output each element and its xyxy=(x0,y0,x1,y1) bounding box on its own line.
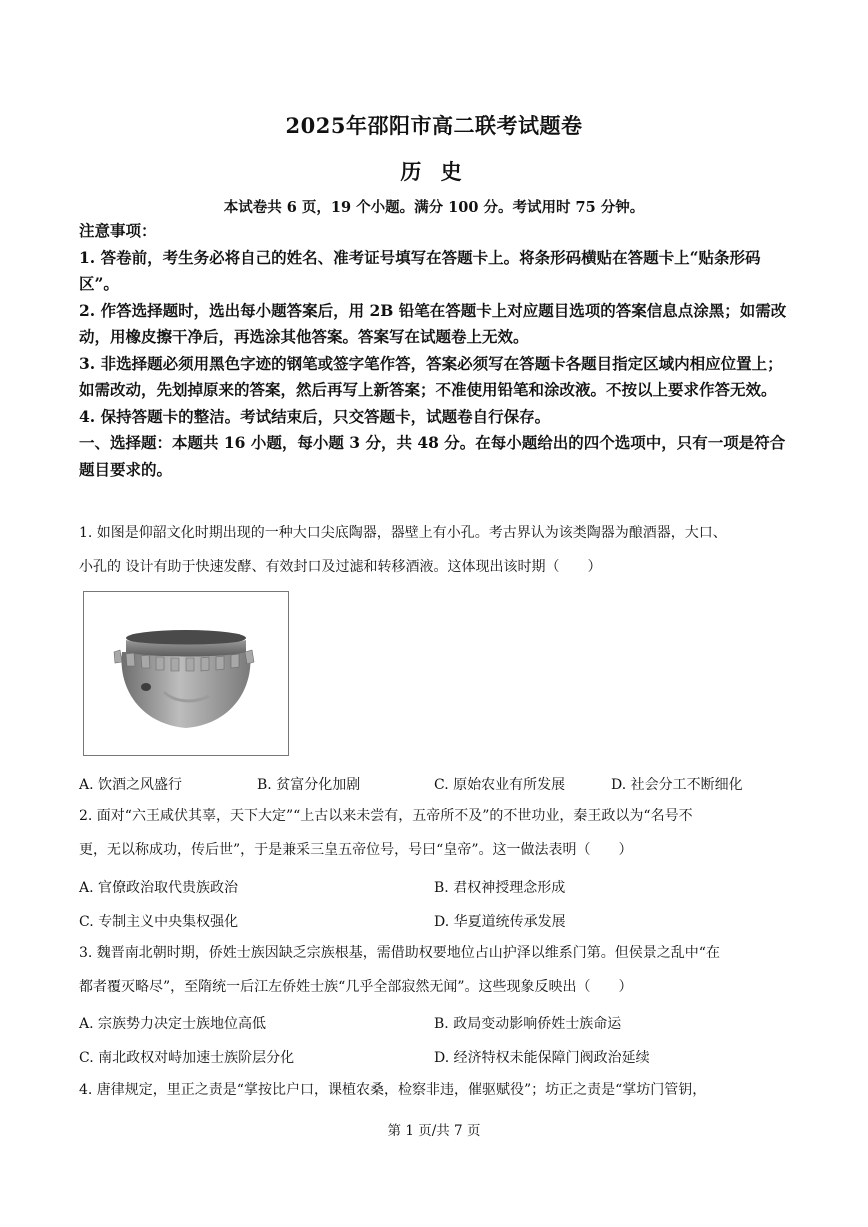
option-b[interactable]: B. 贫富分化加剧 xyxy=(257,777,361,793)
exam-intro: 本试卷共 6 页，19 个小题。满分 100 分。考试用时 75 分钟。 xyxy=(223,199,645,216)
question-4-stem xyxy=(79,1073,791,1107)
stem-line: 3. 魏晋南北朝时期，侨姓士族因缺乏宗族根基，需借助权要地位占山护泽以维系门第。但侯景之乱中“在 xyxy=(79,945,720,961)
stem-line: 都者覆灭略尽”，至隋统一后江左侨姓士族“几乎全部寂然无闻”。这些现象反映出（ ） xyxy=(79,979,633,995)
notice-section xyxy=(79,218,791,483)
subject-title: 历 史 xyxy=(400,159,468,184)
question-1-options xyxy=(79,774,791,794)
stem-line: 2. 面对“六王咸伏其辜，天下大定”“上古以来未尝有，五帝所不及”的不世功业，秦王政以为“名号不 xyxy=(79,808,693,824)
section-heading: 一、选择题：本题共 16 小题，每小题 3 分，共 48 分。在每小题给出的四个选项中，只有一项是符合题目要求的。 xyxy=(79,433,786,479)
option-c[interactable]: C. 南北政权对峙加速士族阶层分化 xyxy=(79,1050,295,1066)
option-b[interactable]: B. 政局变动影响侨姓士族命运 xyxy=(434,1016,622,1032)
pottery-image xyxy=(84,592,288,755)
notice-heading: 注意事项： xyxy=(79,221,157,240)
question-3-stem xyxy=(79,936,791,1004)
option-b[interactable]: B. 君权神授理念形成 xyxy=(434,880,566,896)
stem-line: 小孔的 设计有助于快速发酵、有效封口及过滤和转移酒液。这体现出该时期（ ） xyxy=(79,559,602,575)
option-d[interactable]: D. 社会分工不断细化 xyxy=(611,777,743,793)
notice-item: 4. 保持答题卡的整洁。考试结束后，只交答题卡，试题卷自行保存。 xyxy=(79,406,551,426)
pottery-figure xyxy=(83,591,289,756)
notice-item: 2. 作答选择题时，选出每小题答案后，用 2B 铅笔在答题卡上对应题目选项的答案信息点涂黑；如需改动，用橡皮擦干净后，再选涂其他答案。答案写在试题卷上无效。 xyxy=(79,300,787,346)
option-a[interactable]: A. 饮酒之风盛行 xyxy=(79,777,183,793)
question-2-stem xyxy=(79,799,791,867)
page-footer: 第 1 页/共 7 页 xyxy=(387,1123,481,1139)
stem-line: 更，无以称成功，传后世”，于是兼采三皇五帝位号，号曰“皇帝”。这一做法表明（ ） xyxy=(79,842,633,858)
notice-item: 1. 答卷前，考生务必将自己的姓名、准考证号填写在答题卡上。将条形码横贴在答题卡上“贴条形码区”。 xyxy=(79,247,761,293)
stem-line: 1. 如图是仰韶文化时期出现的一种大口尖底陶器，器壁上有小孔。考古界认为该类陶器为酿酒器，大口、 xyxy=(79,525,727,541)
question-1-stem xyxy=(79,516,791,584)
option-c[interactable]: C. 原始农业有所发展 xyxy=(434,777,566,793)
option-d[interactable]: D. 经济特权未能保障门阀政治延续 xyxy=(434,1050,650,1066)
option-d[interactable]: D. 华夏道统传承发展 xyxy=(434,914,566,930)
option-a[interactable]: A. 宗族势力决定士族地位高低 xyxy=(79,1016,267,1032)
notice-item: 3. 非选择题必须用黑色字迹的钢笔或签字笔作答，答案必须写在答题卡各题目指定区域内相应位置上；如需改动，先划掉原来的答案，然后再写上新答案；不准使用铅笔和涂改液。不按以上要求作答无效。 xyxy=(79,353,783,399)
option-a[interactable]: A. 官僚政治取代贵族政治 xyxy=(79,880,239,896)
stem-line: 4. 唐律规定，里正之责是“掌按比户口，课植农桑，检察非违，催驱赋役”；坊正之责是“掌坊门管钥， xyxy=(79,1082,707,1098)
option-c[interactable]: C. 专制主义中央集权强化 xyxy=(79,914,239,930)
exam-title: 2025年邵阳市高二联考试题卷 xyxy=(285,113,583,138)
